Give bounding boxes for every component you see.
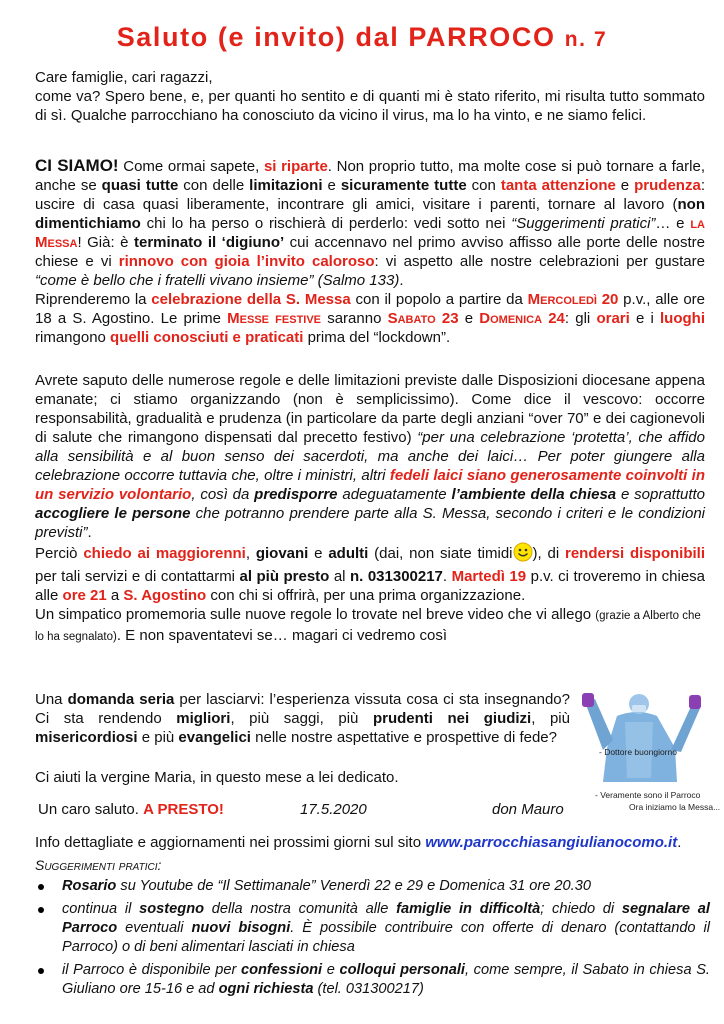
bullet-icon	[38, 907, 44, 913]
issue-number: n. 7	[564, 28, 608, 51]
photo-caption-1: - Dottore buongiorno	[599, 747, 677, 757]
closing-greeting: Un caro saluto. A PRESTO!	[38, 801, 224, 818]
bullet-icon	[38, 968, 44, 974]
ci-siamo-heading: CI SIAMO!	[35, 156, 119, 175]
signature-name: don Mauro	[492, 801, 564, 818]
closing-prayer: Ci aiuti la vergine Maria, in questo mese a lei dedicato.	[35, 769, 399, 786]
photo-caption-3: Ora iniziamo la Messa...	[629, 802, 721, 812]
question-paragraph: Una domanda seria per lasciarvi: l’esperienza vissuta cosa ci sta insegnando? Ci sta rendendo migliori, più saggi, più prudenti nei giudizi, più misericordiosi e più evangelici nelle nostre aspettative e prospettive di fede?	[35, 691, 570, 746]
parish-website-link[interactable]: www.parrocchiasangiulianocomo.it	[425, 834, 678, 851]
photo-caption-2: - Veramente sono il Parroco	[595, 790, 701, 800]
list-item: continua il sostegno della nostra comunità alle famiglie in difficoltà; chiedo di segnalare al Parroco eventuali nuovi bisogni. È possibile contribuire con offerte di denaro (contattando il Parroco) o di beni alimentari lasciati in chiesa	[35, 900, 710, 957]
letter-date: 17.5.2020	[300, 801, 367, 818]
page-title: Saluto (e invito) dal PARROCO n. 7	[116, 22, 608, 52]
greeting-line: Care famiglie, cari ragazzi,	[35, 69, 213, 86]
reopening-paragraph: CI SIAMO! Come ormai sapete, si riparte. Non proprio tutto, ma molte cose si può tornare a farle, anche se quasi tutte con delle limitazioni e sicuramente tutte con tanta attenzione e prudenza: uscire di casa quasi liberamente, incontrare gli amici, visitare i parenti, tornare al lavoro (non dimentichiamo chi lo ha perso o rischierà di perderlo: vedi sotto nei “Suggerimenti pratici”… e la Messa! Già: è terminato il ‘digiuno’ cui accennavo nel primo avviso affisso alle porte delle nostre chiese e vi rinnovo con gioia l’invito caloroso: vi aspetto alle nostre celebrazioni per gustare “come è bello che i fratelli vivano insieme” (Salmo 133). Riprenderemo la celebrazione della S. Messa con il popolo a partire da Mercoledì 20 p.v., alle ore 18 a S. Agostino. Le prime Messe festive saranno Sabato 23 e Domenica 24: gli orari e i luoghi rimangono quelli conosciuti e praticati prima del “lockdown”.	[35, 156, 706, 346]
list-item: il Parroco è disponibile per confessioni e colloqui personali, come sempre, il Sabato in chiesa S. Giuliano ore 15-16 e ad ogni richiesta (tel. 031300217)	[35, 961, 710, 999]
rules-paragraph: Avrete saputo delle numerose regole e delle limitazioni previste dalle Disposizioni diocesane appena emanate; ci stiamo organizzando (non è semplicissimo). Come dice il vescovo: occorre responsabilità, gradualità e prudenza (in particolare da parte degli anziani “over 70” e dei cagionevoli di salute che rimangono dispensati dal precetto festivo) “per una celebrazione ‘protetta’, che affido alla sensibilità e al buon senso dei sacerdoti, ma anche dei laici… Per poter giungere alla celebrazione occorre tuttavia che, oltre i ministri, altri fedeli laici siano generosamente coinvolti in un servizio volontario, così da predisporre adeguatamente l’ambiente della chiesa e soprattutto accogliere le persone che potranno prendere parte alla S. Messa, secondo i criteri e le condizioni previsti”. Perciò chiedo ai maggiorenni, giovani e adulti (dai, non siate timidi ), di rendersi disponibili per tali servizi e di contattarmi al più presto al n. 031300217. Martedì 19 p.v. ci troveremo in chiesa alle ore 21 a S. Agostino con chi si offrirà, per una prima organizzazione. Un simpatico promemoria sulle nuove regole lo trovate nel breve video che vi allego (grazie a Alberto che lo ha segnalato). E non spaventatevi se… magari ci vedremo così	[35, 372, 706, 644]
intro-paragraph	[35, 68, 705, 125]
smiley-icon	[513, 542, 533, 567]
suggestions-heading: Suggerimenti pratici:	[35, 857, 162, 873]
info-line: Info dettagliate e aggiornamenti nei prossimi giorni sul sito www.parrocchiasangiulianocomo.it.	[35, 834, 682, 851]
list-item: Rosario su Youtube de “Il Settimanale” Venerdì 22 e 29 e Domenica 31 ore 20.30	[35, 877, 710, 896]
suggestions-list	[35, 877, 710, 1003]
bullet-icon	[38, 884, 44, 890]
intro-text: come va? Spero bene, e, per quanti ho sentito e di quanti mi è stato riferito, mi risulta tutto sommato di sì. Qualche parrocchiano ha conosciuto da vicino il virus, ma lo ha vinto, e ne siamo felici.	[35, 88, 705, 124]
phone-number: n. 031300217	[350, 568, 443, 585]
doctor-priest-photo	[577, 690, 721, 820]
